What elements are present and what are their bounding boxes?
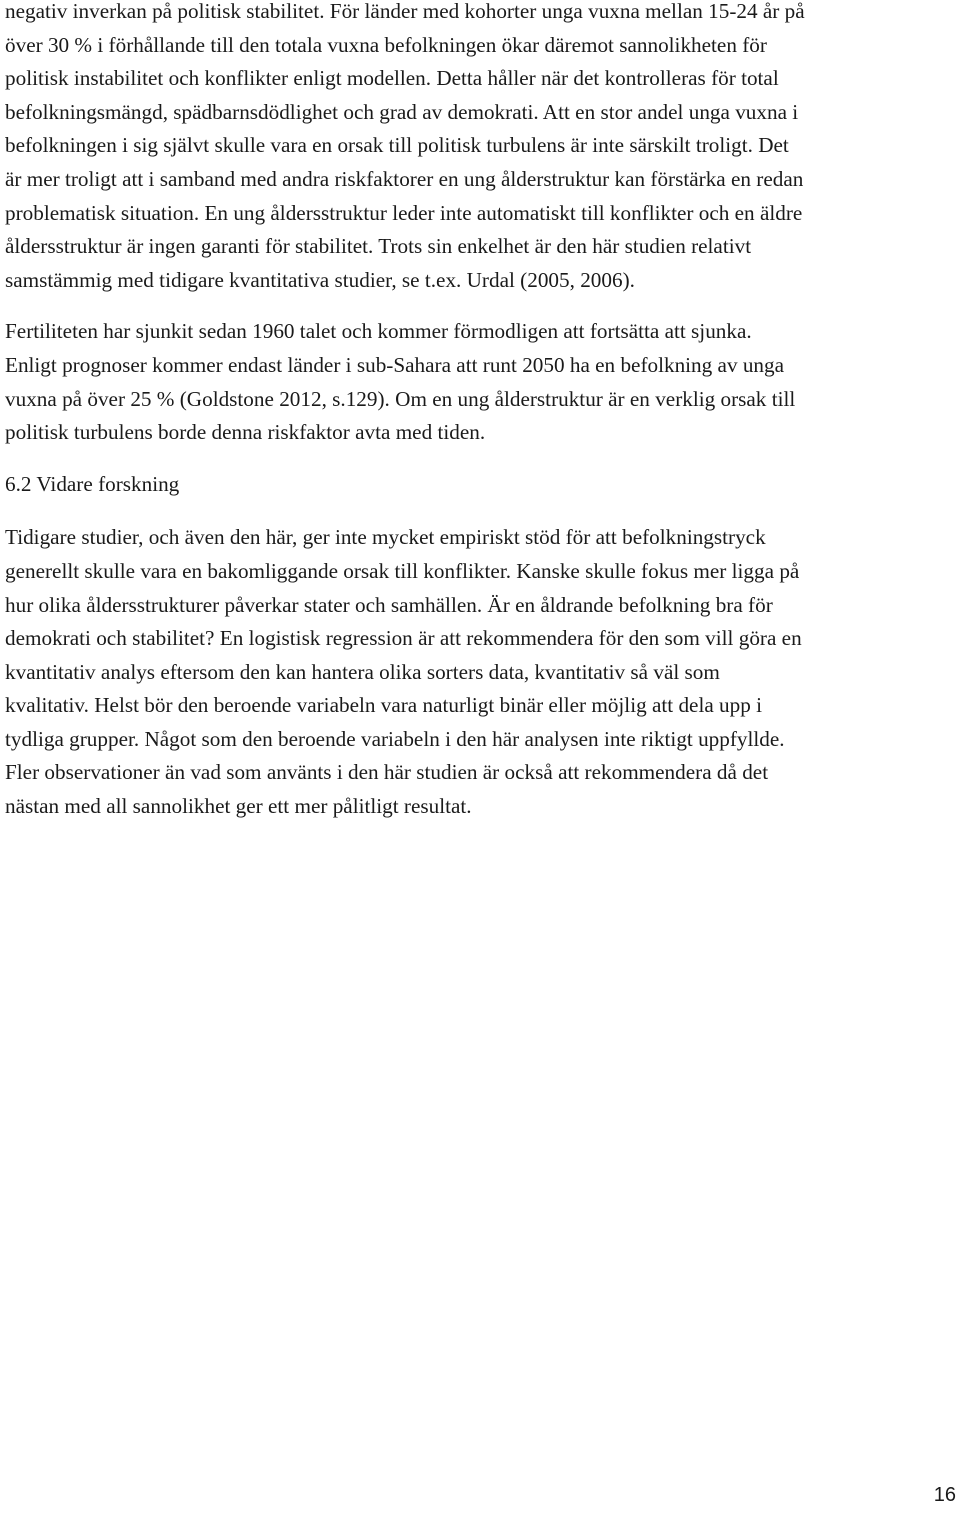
- text-line: Fler observationer än vad som använts i den här studien är också att rekommendera då det: [5, 760, 769, 785]
- text-line: Enligt prognoser kommer endast länder i sub-Sahara att runt 2050 ha en befolkning av unga: [5, 352, 785, 377]
- text-line: kvantitativ analys eftersom den kan hantera olika sorters data, kvantitativ så väl som: [5, 659, 720, 684]
- text-line: Tidigare studier, och även den här, ger inte mycket empiriskt stöd för att befolkningstryck: [5, 525, 766, 550]
- page-number: 16: [933, 1484, 956, 1506]
- text-line: hur olika åldersstrukturer påverkar stater och samhällen. Är en åldrande befolkning bra för: [5, 592, 773, 617]
- text-line: problematisk situation. En ung åldersstruktur leder inte automatiskt till konflikter och en äldre: [5, 200, 803, 225]
- text-line: Fertiliteten har sjunkit sedan 1960 talet och kommer förmodligen att fortsätta att sjunka.: [5, 319, 752, 344]
- body-paragraph-1: [5, 0, 955, 297]
- text-line: nästan med all sannolikhet ger ett mer pålitligt resultat.: [5, 794, 472, 819]
- text-line: befolkningsmängd, spädbarnsdödlighet och grad av demokrati. Att en stor andel unga vuxna i: [5, 99, 799, 124]
- section-paragraph: [5, 521, 955, 823]
- text-line: är mer troligt att i samband med andra riskfaktorer en ung ålderstruktur kan förstärka en redan: [5, 166, 804, 191]
- text-line: vuxna på över 25 % (Goldstone 2012, s.129). Om en ung ålderstruktur är en verklig orsak till: [5, 386, 796, 411]
- text-line: över 30 % i förhållande till den totala vuxna befolkningen ökar däremot sannolikheten för: [5, 32, 767, 57]
- text-line: generellt skulle vara en bakomliggande orsak till konflikter. Kanske skulle fokus mer ligga på: [5, 558, 800, 583]
- body-paragraph-2: [5, 315, 955, 449]
- text-line: åldersstruktur är ingen garanti för stabilitet. Trots sin enkelhet är den här studien relativt: [5, 234, 752, 259]
- text-line: demokrati och stabilitet? En logistisk regression är att rekommendera för den som vill göra en: [5, 626, 802, 651]
- document-page: [5, 0, 955, 824]
- text-line: samstämmig med tidigare kvantitativa studier, se t.ex. Urdal (2005, 2006).: [5, 267, 635, 292]
- text-line: tydliga grupper. Något som den beroende variabeln i den här analysen inte riktigt uppfyllde.: [5, 726, 785, 751]
- section-heading: 6.2 Vidare forskning: [5, 471, 180, 496]
- text-line: negativ inverkan på politisk stabilitet. För länder med kohorter unga vuxna mellan 15-24 år på: [5, 0, 805, 23]
- text-line: befolkningen i sig självt skulle vara en orsak till politisk turbulens är inte särskilt troligt. Det: [5, 133, 789, 158]
- text-line: politisk turbulens borde denna riskfaktor avta med tiden.: [5, 420, 486, 445]
- text-line: politisk instabilitet och konflikter enligt modellen. Detta håller när det kontrolleras för total: [5, 66, 779, 91]
- text-line: kvalitativ. Helst bör den beroende variabeln vara naturligt binär eller möjlig att dela upp i: [5, 693, 762, 718]
